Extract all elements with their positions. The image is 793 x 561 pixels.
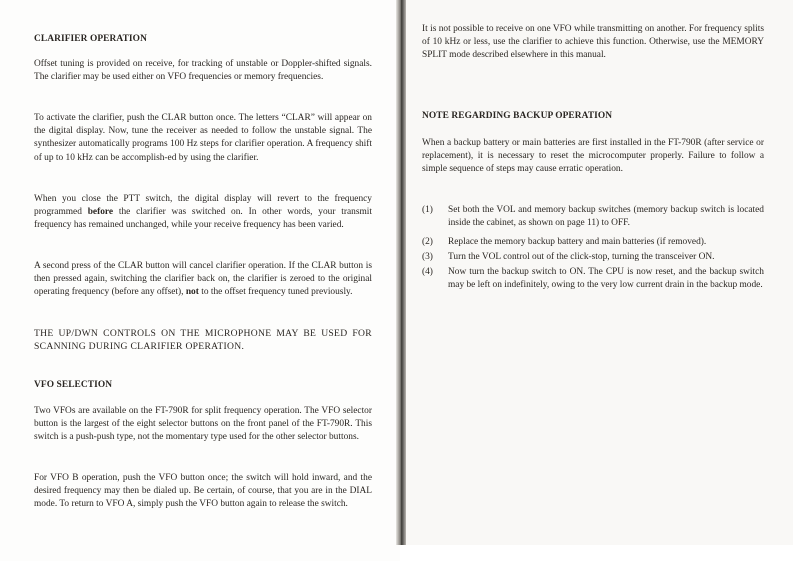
step-number: (2) xyxy=(422,237,433,247)
clarifier-intro-paragraph: Offset tuning is provided on receive, for tracking of unstable or Doppler-shifted signals. The clarifier may be used either on VFO frequencies or memory frequencies. xyxy=(34,59,372,83)
split-frequency-paragraph: It is not possible to receive on one VFO while transmitting on another. For frequency splits of 10 kHz or less, use the clarifier to achieve this function. Otherwise, use the MEMORY SPLIT mode described elsewhere in this manual. xyxy=(422,24,764,61)
vfo-intro-paragraph: Two VFOs are available on the FT-790R for split frequency operation. The VFO selector button is the largest of the eight selector buttons on the front panel of the FT-790R. This switch is a push-push type, not the momentary type used for the other selector buttons. xyxy=(34,406,372,443)
backup-operation-heading: NOTE REGARDING BACKUP OPERATION xyxy=(422,111,613,121)
step-text: Replace the memory backup battery and main batteries (if removed). xyxy=(448,237,707,247)
clar-cancel-bold-word: not xyxy=(185,287,199,298)
ptt-paragraph xyxy=(34,193,372,233)
step-number: (1) xyxy=(422,205,433,215)
microphone-scan-note: THE UP/DWN CONTROLS ON THE MICROPHONE MAY BE USED FOR SCANNING DURING CLARIFIER OPERATION. xyxy=(34,328,372,353)
clar-cancel-paragraph xyxy=(34,260,372,300)
step-text: Set both the VOL and memory backup switches (memory backup switch is located inside the cabinet, as shown on page 11) to OFF. xyxy=(448,205,764,229)
backup-step-1 xyxy=(422,204,764,230)
backup-step-2 xyxy=(422,236,764,249)
step-text: Now turn the backup switch to ON. The CPU is now reset, and the backup switch may be left on indefinitely, owing to the very low current drain in the backup mode. xyxy=(448,267,764,291)
backup-intro-paragraph: When a backup battery or main batteries are first installed in the FT-790R (after service or replacement), it is necessary to reset the microcomputer properly. Failure to follow a simple sequence of steps may cause erratic operation. xyxy=(422,138,764,175)
backup-step-4 xyxy=(422,266,764,292)
backup-step-3 xyxy=(422,251,764,264)
ptt-text-b: the clarifier was switched on. In other words, your transmit frequency has remained unchanged, while your receive frequency has been varied. xyxy=(34,207,372,231)
step-number: (3) xyxy=(422,252,433,262)
ptt-text-a: When you close the PTT switch, the digital display will revert to the frequency programmed xyxy=(34,194,372,218)
scan-bottom-margin xyxy=(400,545,793,561)
step-text: Turn the VOL control out of the click-stop, turning the transceiver ON. xyxy=(448,252,715,262)
right-page xyxy=(400,0,793,561)
vfo-b-paragraph: For VFO B operation, push the VFO button once; the switch will hold inward, and the desired frequency may then be dialed up. Be certain, of course, that you are in the DIAL mode. To return to VFO A, simply push the VFO button again to release the switch. xyxy=(34,473,372,510)
clar-cancel-text-a: A second press of the CLAR button will cancel clarifier operation. If the CLAR button is then pressed again, switching the clarifier back on, the clarifier is zeroed to the original operating frequency (before any offset), xyxy=(34,261,372,298)
clar-cancel-text-b: to the offset frequency tuned previously. xyxy=(198,287,353,298)
step-number: (4) xyxy=(422,267,433,277)
clarifier-operation-heading: CLARIFIER OPERATION xyxy=(34,34,147,44)
book-spine-shadow xyxy=(396,0,406,545)
vfo-selection-heading: VFO SELECTION xyxy=(34,380,113,390)
ptt-bold-word: before xyxy=(87,207,114,218)
clarifier-activate-paragraph: To activate the clarifier, push the CLAR button once. The letters “CLAR” will appear on the digital display. Now, tune the receiver as needed to follow the unstable signal. The synthesizer automatically programs 100 Hz steps for clarifier operation. A frequency shift of up to 10 kHz can be accomplish-ed by using the clarifier. xyxy=(34,113,372,163)
